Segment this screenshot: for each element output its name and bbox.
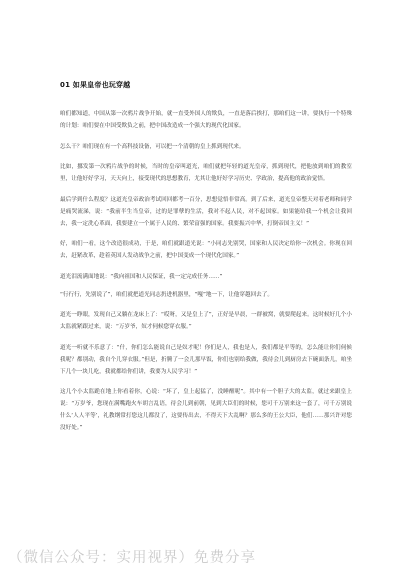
paragraph: 怎么干？咱们现在有一个高科技设备，可以把一个清朝的皇上抓到现代来。 <box>60 143 245 150</box>
paragraph: 好，咱们一看，这个改造很成功，于是，咱们就跟道光说：“小同志先别哭，国家和人民决定给你一次机会。你现在回去，赶紧改革，趁着英国人发动战争之前，把中国变成一个现代化国家。” <box>60 241 352 259</box>
paragraph: 咱们都知道，中国从第一次鸦片战争开始，就一直受外国人的欺负，一直是落后挨打，那咱们这一讲，要执行一个特殊的计划：咱们要在中国受欺负之前，把中国改造成一个强大的现代化国家。 <box>60 111 352 129</box>
paragraph: 道光一听就不乐意了：“什，你们怎么能说自己是奴才呢！你们是人，我也是人，我们都是平等的，怎么能让你们伺候我呢？都别动，我自个儿穿衣服。”但是，折腾了一会儿那早饭，你们也别给我做，我待会儿到厨房去下碗面条儿，咱坐下几个一块儿吃，我就都给你们讲，我要为人民学习！” <box>60 344 352 375</box>
body-text <box>60 108 352 443</box>
paragraph: 最后学到什么程度？这道光皇帝政治考试回回都考一百分，思想觉悟非常高。到了后来，道光皇帝整天对着老师和同学是痛哭流涕，说：“我前半生当皇帝，过的是罪孽的生活，我对不起人民，对不起国家。如果能给我一个机会让我回去，我一定洗心革面，我要建立一个属于人民的、繁荣富强的国家。我要振兴中华，打倒帝国主义！” <box>60 196 352 227</box>
paragraph: 道光一睁眼，发现自己又躺在龙床上了：“哎呀，又是皇上了”，正好是早晨，一群被窝，就要爬起来。这时候好几个小太监就紧跟过来，说：“万岁爷，奴才伺候您穿衣服。” <box>60 312 352 330</box>
chapter-title: 01 如果皇帝也玩穿越 <box>60 81 131 89</box>
paragraph: 比如，挪发第一次鸦片战争的时候，当时的皇帝叫道光，咱们就把年轻的道光皇帝，抓到现代，把他放到咱们的教室里，让他好好学习，天天向上，接受现代的思想教育，尤其让他好好学习历史、学政治，提高他的政治觉悟。 <box>60 164 352 182</box>
paragraph: 这几个小太监跪在地上你看着你，心说：“坏了，皇上起猛了，没睡醒呢”。其中有一个胆子大的太监，就过来跟皇上说：“万岁爷，您现在满嘴跑火车胡言乱语，待会儿到前朝，见到大臣们的时候，您可千万别来这一套了，可千万别说什么‘人人平等’，礼教纲常打您这儿都没了，这要传出去，不得天下大乱啊？那么多的王公大臣，他们……那兴许对您没好处。” <box>60 389 352 431</box>
watermark-text: （微信公众号：实用视界）免费分享 <box>8 550 256 566</box>
paragraph: “行行行，先别说了”，咱们就把道光同志扔进机器里，“嘎”地一下，让他穿越回去了。 <box>60 291 273 298</box>
paragraph: 道光泪流满面地说：“我向祖国和人民保证，我一定完成任务……” <box>60 273 223 280</box>
